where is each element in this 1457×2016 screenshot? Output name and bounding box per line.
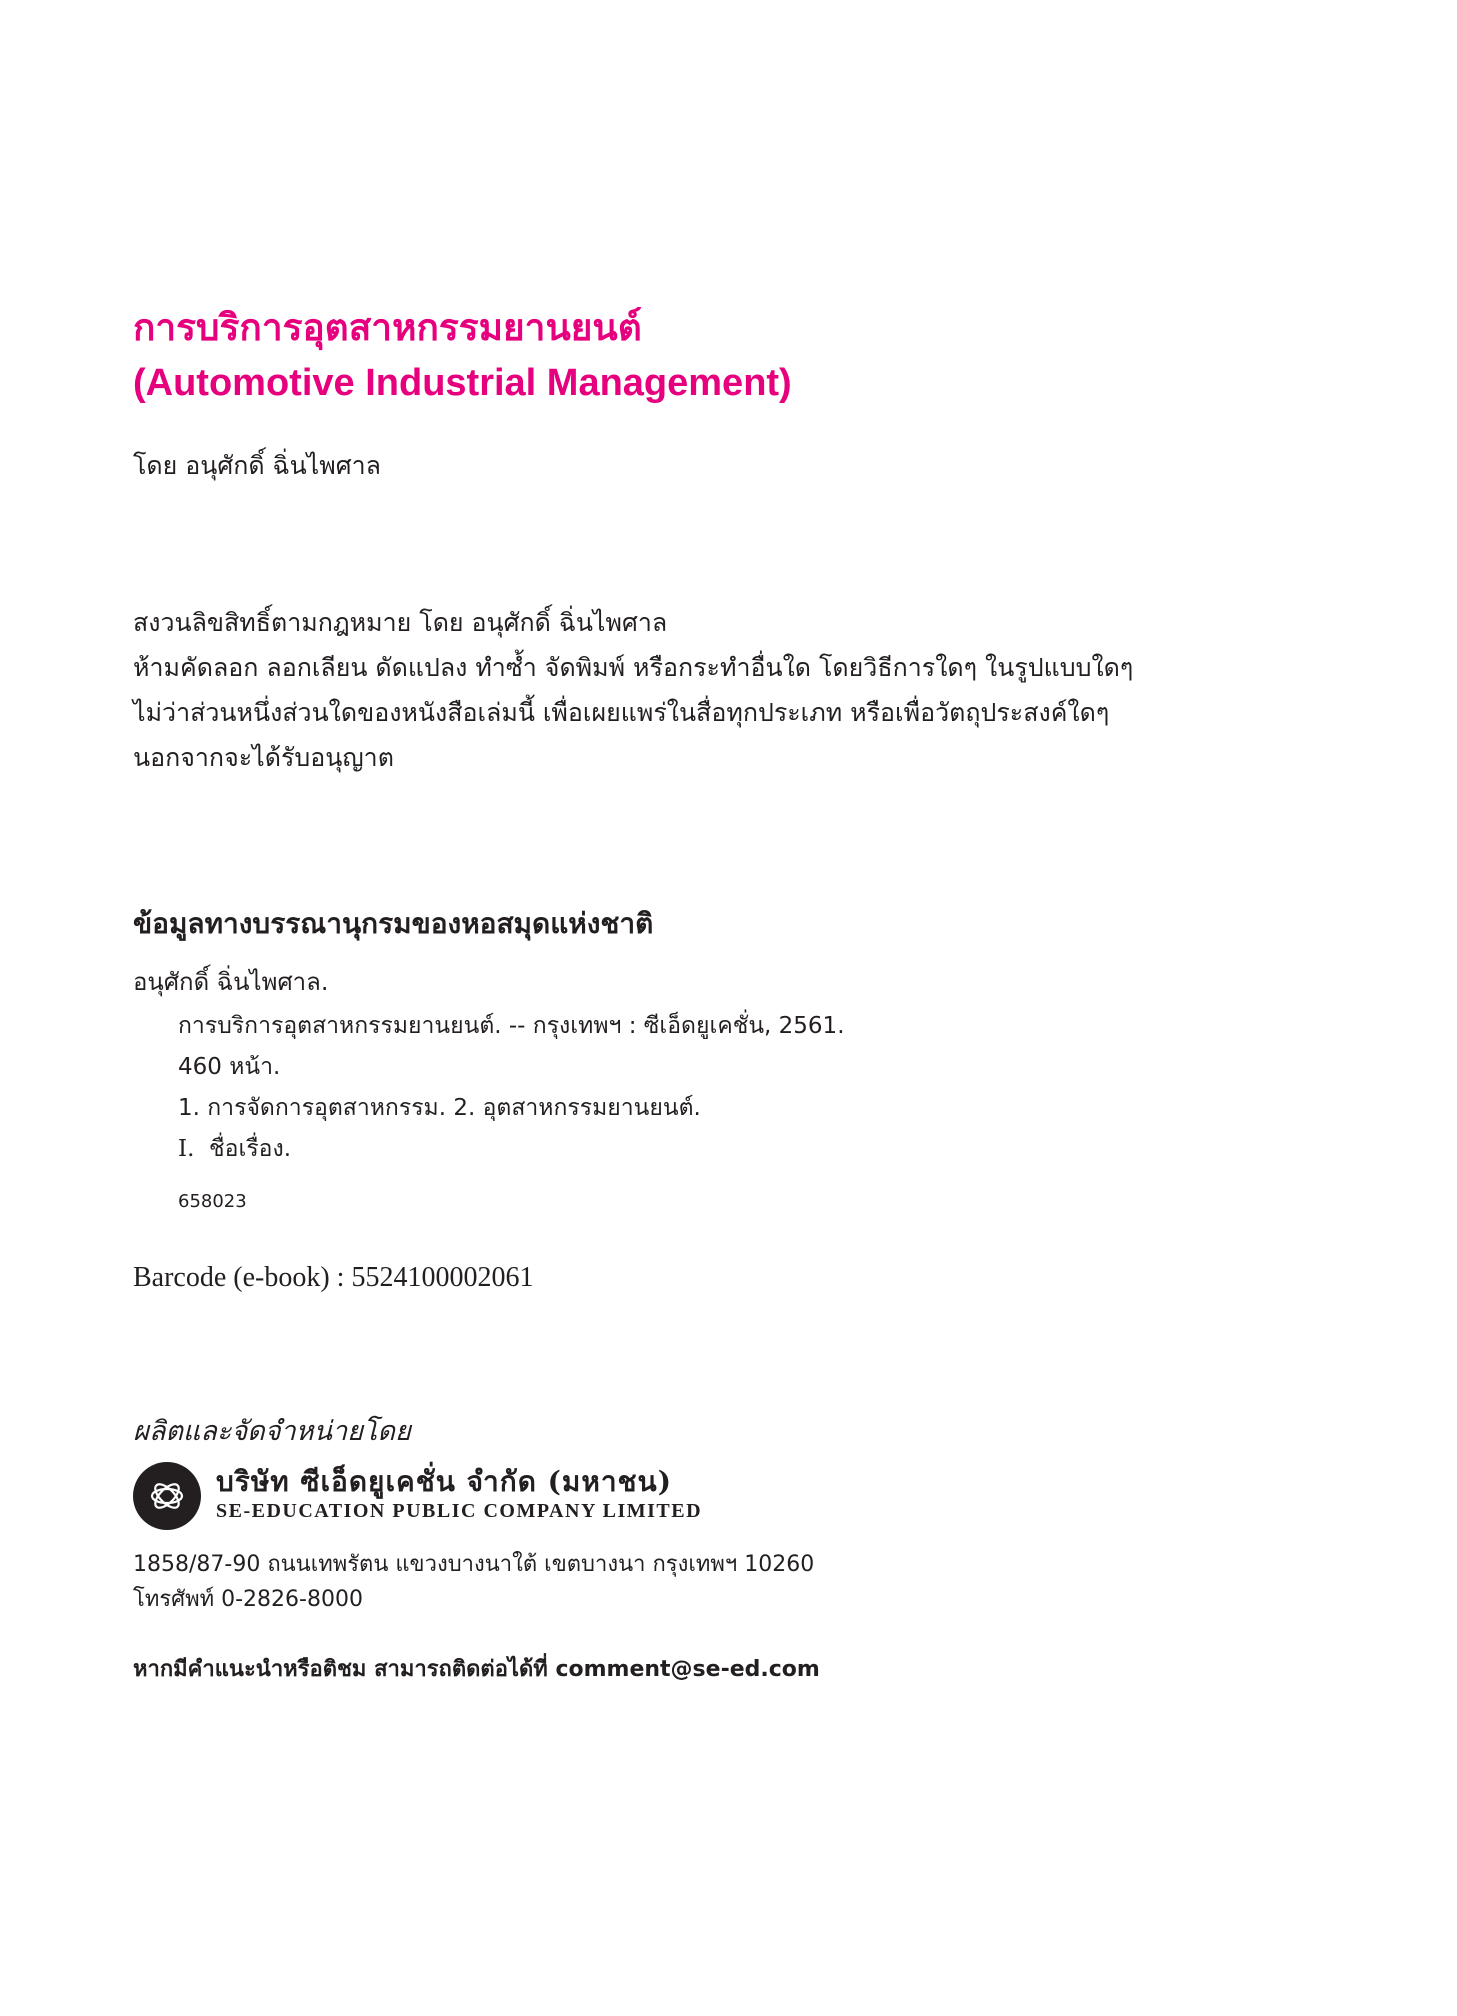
- copyright-line: ไม่ว่าส่วนหนึ่งส่วนใดของหนังสือเล่มนี้ เพื่อเผยแพร่ในสื่อทุกประเภท หรือเพื่อวัตถุประสงค์ใดๆ: [133, 698, 1110, 727]
- author-line: โดย อนุศักดิ์ ฉิ่นไพศาล: [133, 451, 381, 480]
- publisher-name-thai: บริษัท ซีเอ็ดยูเคชั่น จำกัด (มหาชน): [216, 1465, 672, 1498]
- copyright-notice: [133, 600, 1133, 780]
- class-number: 658023: [178, 1191, 247, 1212]
- publisher-phone: โทรศัพท์ 0-2826-8000: [133, 1587, 363, 1612]
- cip-heading: ข้อมูลทางบรรณานุกรมของหอสมุดแห่งชาติ: [133, 907, 654, 940]
- feedback-contact: หากมีคำแนะนำหรือติชม สามารถติดต่อได้ที่ comment@se-ed.com: [133, 1657, 820, 1682]
- cip-details: [178, 1006, 845, 1170]
- publisher-name-english: SE-EDUCATION PUBLIC COMPANY LIMITED: [216, 1500, 703, 1522]
- book-title-thai: การบริการอุตสาหกรรมยานยนต์: [133, 306, 642, 349]
- publisher-address-block: [133, 1547, 814, 1617]
- cip-title-entry-numeral: I.: [178, 1136, 195, 1162]
- barcode-line: Barcode (e-book) : 5524100002061: [133, 1262, 534, 1293]
- cip-author: อนุศักดิ์ ฉิ่นไพศาล.: [133, 968, 329, 996]
- copyright-line: ห้ามคัดลอก ลอกเลียน ดัดแปลง ทำซ้ำ จัดพิมพ์ หรือกระทำอื่นใด โดยวิธีการใดๆ ในรูปแบบใดๆ: [133, 653, 1134, 682]
- cip-title-line: การบริการอุตสาหกรรมยานยนต์. -- กรุงเทพฯ : ซีเอ็ดยูเคชั่น, 2561.: [178, 1013, 845, 1039]
- cip-subjects: 1. การจัดการอุตสาหกรรม. 2. อุตสาหกรรมยานยนต์.: [178, 1095, 701, 1121]
- book-title-english: (Automotive Industrial Management): [133, 362, 792, 404]
- copyright-line: นอกจากจะได้รับอนุญาต: [133, 743, 394, 772]
- cip-title-entry-text: ชื่อเรื่อง.: [209, 1136, 292, 1162]
- cip-pages: 460 หน้า.: [178, 1054, 281, 1080]
- cip-title-entry: [178, 1129, 845, 1170]
- copyright-line: สงวนลิขสิทธิ์ตามกฎหมาย โดย อนุศักดิ์ ฉิ่นไพศาล: [133, 608, 668, 637]
- publisher-address: 1858/87-90 ถนนเทพรัตน แขวงบางนาใต้ เขตบางนา กรุงเทพฯ 10260: [133, 1552, 815, 1577]
- producer-label: ผลิตและจัดจำหน่ายโดย: [133, 1416, 411, 1447]
- se-ed-logo-icon: [133, 1462, 201, 1530]
